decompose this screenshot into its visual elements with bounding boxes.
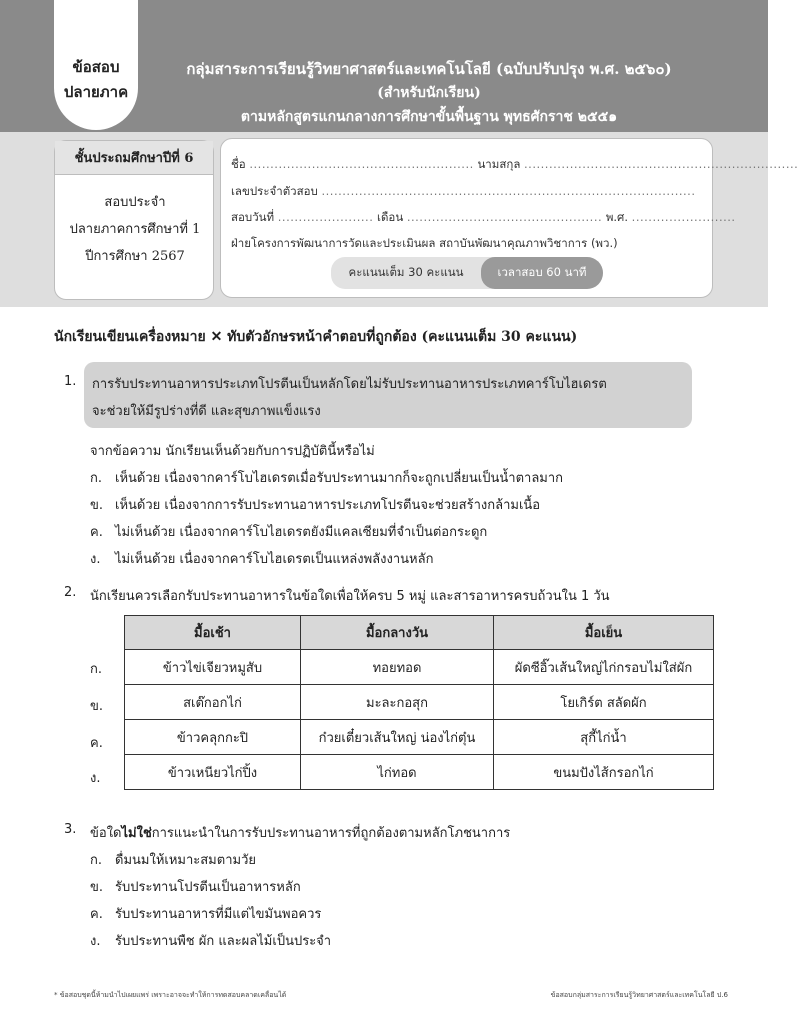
table-row[interactable] (125, 720, 714, 755)
surname-label: นามสกุล (477, 157, 521, 171)
table-cell: ทอยทอด (301, 650, 494, 685)
table-cell: ข้าวเหนียวไก่ปิ้ง (125, 755, 301, 790)
q1-question: จากข้อความ นักเรียนเห็นด้วยกับการปฏิบัตินี้หรือไม่ (90, 444, 375, 459)
grade-title: ชั้นประถมศึกษาปีที่ 6 (55, 141, 213, 175)
exam-time: เวลาสอบ 60 นาที (481, 257, 603, 289)
option-letter: ง. (90, 552, 101, 567)
exam-type-line2: ปลายภาค (63, 83, 129, 101)
month-field[interactable]: ............................................... (406, 210, 603, 224)
instruction: นักเรียนเขียนเครื่องหมาย ✕ ทับตัวอักษรหน้าคำตอบที่ถูกต้อง (คะแนนเต็ม 30 คะแนน) (54, 329, 578, 345)
q3-question-suffix: การแนะนำในการรับประทานอาหารที่ถูกต้องตามหลักโภชนาการ (151, 826, 511, 841)
exam-term-line2: ปลายภาคการศึกษาที่ 1 (69, 222, 201, 237)
table-cell: ไก่ทอด (301, 755, 494, 790)
name-label: ชื่อ (231, 157, 246, 171)
header-subtitle: (สำหรับนักเรียน) (377, 85, 481, 101)
footer-notice: * ข้อสอบชุดนี้ห้ามนำไปเผยแพร่ เพราะอาจจะทำให้การทดสอบคลาดเคลื่อนได้ (54, 991, 287, 999)
q2-number: 2. (64, 585, 77, 600)
option-text: ดื่มนมให้เหมาะสมตามวัย (115, 853, 256, 868)
column-header: มื้อกลางวัน (301, 616, 494, 650)
grade-card (54, 140, 214, 300)
option-letter: ข. (90, 498, 104, 513)
option-text: ไม่เห็นด้วย เนื่องจากคาร์โบไฮเดรตเป็นแหล่งพลังงานหลัก (115, 552, 434, 567)
date-field[interactable]: ....................... (277, 210, 374, 224)
month-label: เดือน (377, 210, 404, 224)
q2-option-letter-a[interactable]: ก. (90, 662, 103, 677)
exam-type-line1: ข้อสอบ (72, 58, 120, 76)
option-letter: ก. (90, 471, 103, 486)
score-time-pill (331, 257, 603, 289)
option-letter: ค. (90, 525, 103, 540)
table-cell: ขนมปังไส้กรอกไก่ (494, 755, 714, 790)
option-text: รับประทานโปรตีนเป็นอาหารหลัก (115, 880, 301, 895)
student-info-card (220, 138, 798, 298)
table-cell: สุกี้ไก่น้ำ (494, 720, 714, 755)
meal-table (124, 615, 714, 790)
table-cell: ข้าวคลุกกะปิ (125, 720, 301, 755)
option-text: รับประทานอาหารที่มีแต่ไขมันพอควร (115, 907, 322, 922)
option-letter: ข. (90, 880, 104, 895)
option-text: รับประทานพืช ผัก และผลไม้เป็นประจำ (115, 934, 332, 949)
table-row[interactable] (125, 650, 714, 685)
seat-row (231, 183, 696, 201)
option-text: เห็นด้วย เนื่องจากคาร์โบไฮเดรตเมื่อรับประทานมากก็จะถูกเปลี่ยนเป็นน้ำตาลมาก (115, 471, 564, 486)
organization: ฝ่ายโครงการพัฒนาการวัดและประเมินผล สถาบันพัฒนาคุณภาพวิชาการ (พว.) (231, 236, 618, 250)
year-field[interactable]: ......................... (631, 210, 736, 224)
name-row (231, 156, 798, 174)
table-cell: มะละกอสุก (301, 685, 494, 720)
table-cell: ข้าวไข่เจียวหมูสับ (125, 650, 301, 685)
table-row[interactable] (125, 755, 714, 790)
exam-term-line1: สอบประจำ (104, 195, 166, 210)
option-text: เห็นด้วย เนื่องจากการรับประทานอาหารประเภทโปรตีนจะช่วยสร้างกล้ามเนื้อ (115, 498, 541, 513)
q3-question-emphasis: ไม่ใช่ (121, 826, 152, 841)
q2-option-letter-c[interactable]: ค. (90, 736, 103, 751)
q2-option-letter-b[interactable]: ข. (90, 699, 104, 714)
q1-statement-line2: จะช่วยให้มีรูปร่างที่ดี และสุขภาพแข็งแรง (92, 404, 321, 419)
option-letter: ก. (90, 853, 103, 868)
year-label: พ.ศ. (605, 210, 629, 224)
table-cell: โยเกิร์ต สลัดผัก (494, 685, 714, 720)
header-title: กลุ่มสาระการเรียนรู้วิทยาศาสตร์และเทคโนโลยี (ฉบับปรับปรุง พ.ศ. ๒๕๖๐) (186, 60, 672, 78)
seat-label: เลขประจำตัวสอบ (231, 184, 318, 198)
header-curriculum: ตามหลักสูตรแกนกลางการศึกษาขั้นพื้นฐาน พุทธศักราช ๒๕๕๑ (240, 109, 618, 125)
q3-question-prefix: ข้อใด (90, 826, 122, 841)
q1-statement-box (84, 362, 692, 428)
table-row[interactable] (125, 685, 714, 720)
q3-question (90, 822, 510, 843)
surname-field[interactable]: .................................................................. (524, 157, 798, 171)
full-score: คะแนนเต็ม 30 คะแนน (348, 265, 464, 279)
column-header: มื้อเย็น (494, 616, 714, 650)
table-cell: ก๋วยเตี๋ยวเส้นใหญ่ น่องไก่ตุ๋น (301, 720, 494, 755)
q3-number: 3. (64, 822, 77, 837)
date-row (231, 209, 736, 227)
column-header: มื้อเช้า (125, 616, 301, 650)
table-cell: สเต๊กอกไก่ (125, 685, 301, 720)
name-field[interactable]: ...................................................... (249, 157, 474, 171)
table-cell: ผัดซีอิ๊วเส้นใหญ่ไก่กรอบไม่ใส่ผัก (494, 650, 714, 685)
footer-subject: ข้อสอบกลุ่มสาระการเรียนรู้วิทยาศาสตร์และเทคโนโลยี ป.6 (550, 991, 728, 999)
option-letter: ง. (90, 934, 101, 949)
option-letter: ค. (90, 907, 103, 922)
q1-statement-line1: การรับประทานอาหารประเภทโปรตีนเป็นหลักโดยไม่รับประทานอาหารประเภทคาร์โบไฮเดรต (92, 377, 607, 392)
option-text: ไม่เห็นด้วย เนื่องจากคาร์โบไฮเดรตยังมีแคลเซียมที่จำเป็นต่อกระดูก (115, 525, 488, 540)
table-header-row (125, 616, 714, 650)
date-label: สอบวันที่ (231, 210, 275, 224)
q2-option-letter-d[interactable]: ง. (90, 771, 101, 786)
q2-question: นักเรียนควรเลือกรับประทานอาหารในข้อใดเพื่อให้ครบ 5 หมู่ และสารอาหารครบถ้วนใน 1 วัน (90, 589, 610, 604)
academic-year: ปีการศึกษา 2567 (85, 249, 185, 264)
q1-number: 1. (64, 374, 77, 389)
seat-field[interactable]: .......................................................................................... (321, 184, 696, 198)
